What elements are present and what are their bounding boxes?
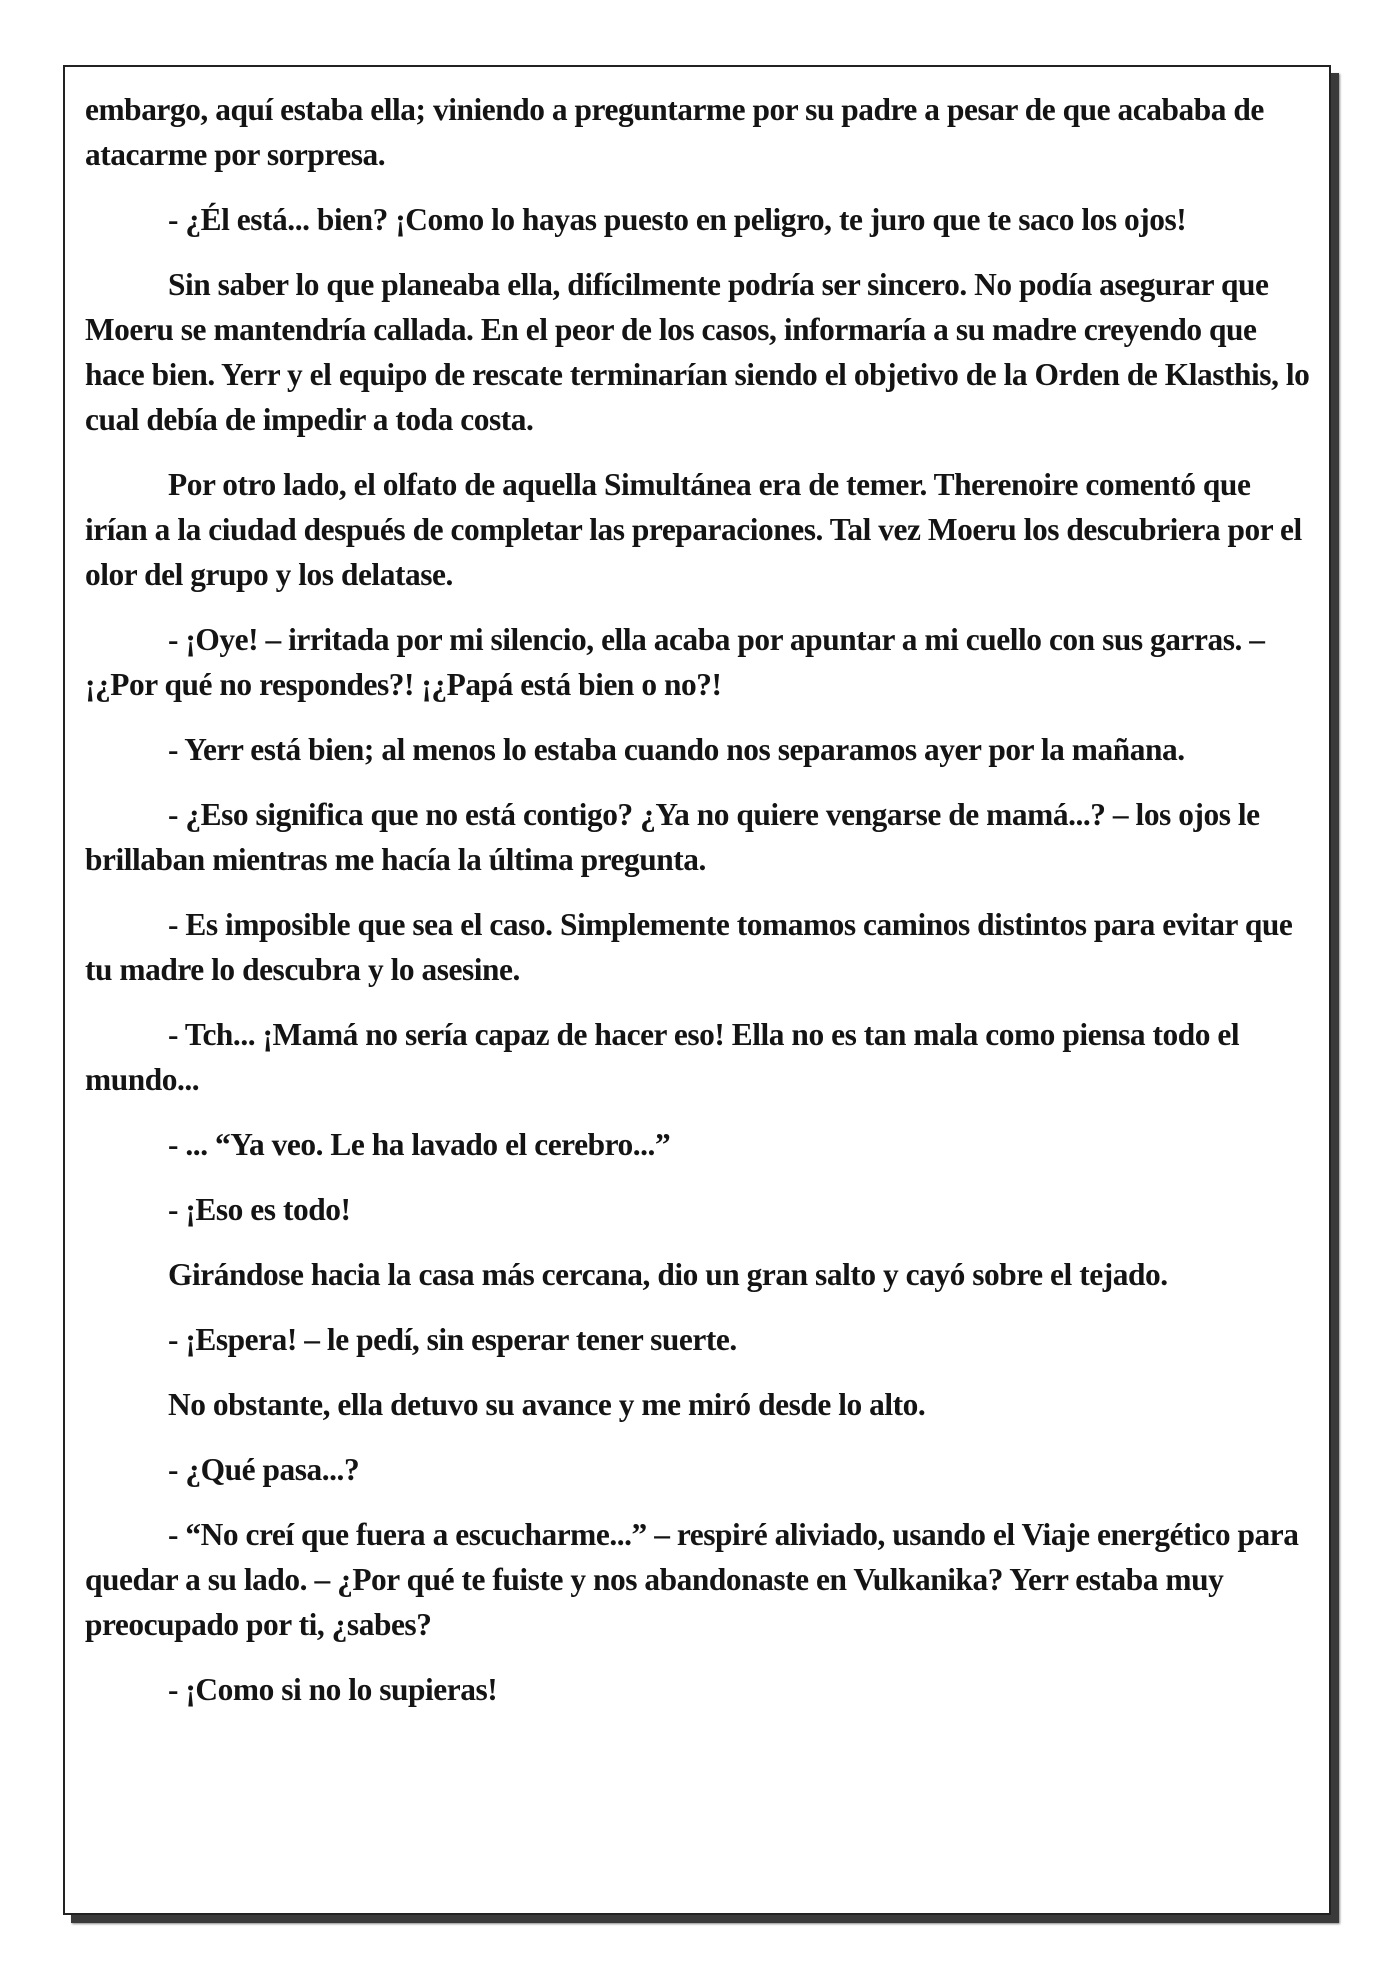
paragraph: - ¡Oye! – irritada por mi silencio, ella acaba por apuntar a mi cuello con sus garras. – ¡¿Por qué no respondes?! ¡¿Papá está bien o no?!: [85, 622, 1265, 702]
paragraph: - ¡Eso es todo!: [168, 1192, 351, 1227]
paragraph: - ... “Ya veo. Le ha lavado el cerebro...”: [168, 1127, 671, 1162]
paragraph: - ¿Él está... bien? ¡Como lo hayas puesto en peligro, te juro que te saco los ojos!: [168, 202, 1187, 237]
paragraph: Por otro lado, el olfato de aquella Simultánea era de temer. Therenoire comentó que irían a la ciudad después de completar las preparaciones. Tal vez Moeru los descubriera por el olor del grupo y los delatase.: [85, 467, 1302, 592]
paragraph: - ¡Espera! – le pedí, sin esperar tener suerte.: [168, 1322, 737, 1357]
paragraph: No obstante, ella detuvo su avance y me miró desde lo alto.: [168, 1387, 926, 1422]
paragraph: Sin saber lo que planeaba ella, difícilmente podría ser sincero. No podía asegurar que Moeru se mantendría callada. En el peor de los casos, informaría a su madre creyendo que hace bien. Yerr y el equipo de rescate terminarían siendo el objetivo de la Orden de Klasthis, lo cual debía de impedir a toda costa.: [85, 267, 1310, 437]
paragraph: - “No creí que fuera a escucharme...” – respiré aliviado, usando el Viaje energético para quedar a su lado. – ¿Por qué te fuiste y nos abandonaste en Vulkanika? Yerr estaba muy preocupado por ti, ¿sabes?: [85, 1517, 1299, 1642]
paragraph: - Tch... ¡Mamá no sería capaz de hacer eso! Ella no es tan mala como piensa todo el mundo...: [85, 1017, 1240, 1097]
paragraph: embargo, aquí estaba ella; viniendo a preguntarme por su padre a pesar de que acababa de atacarme por sorpresa.: [85, 92, 1264, 172]
paragraph: - ¡Como si no lo supieras!: [168, 1672, 498, 1707]
page-frame: [63, 65, 1331, 1915]
paragraph: - Yerr está bien; al menos lo estaba cuando nos separamos ayer por la mañana.: [168, 732, 1185, 767]
paragraph: - ¿Qué pasa...?: [168, 1452, 360, 1487]
page-text: [85, 87, 1313, 1732]
paragraph: - Es imposible que sea el caso. Simplemente tomamos caminos distintos para evitar que tu madre lo descubra y lo asesine.: [85, 907, 1293, 987]
paragraph: Girándose hacia la casa más cercana, dio un gran salto y cayó sobre el tejado.: [168, 1257, 1168, 1292]
paragraph: - ¿Eso significa que no está contigo? ¿Ya no quiere vengarse de mamá...? – los ojos le brillaban mientras me hacía la última pregunta.: [85, 797, 1260, 877]
